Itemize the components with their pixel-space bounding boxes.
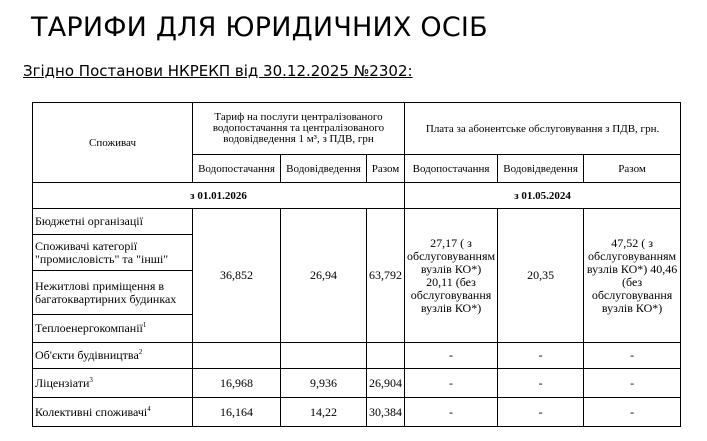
header-fee-water-supply: Водопостачання <box>405 155 498 183</box>
consumer-industrial: Споживачі категорії "промисловість" та "інші" <box>33 235 193 271</box>
consumer-construction-label: Об'єкти будівництва <box>35 348 139 362</box>
consumer-licensees <box>33 369 193 398</box>
consumer-heat-companies <box>33 315 193 343</box>
group-fee-water-supply: 27,17 ( з обслуговуванням вузлів КО*) 20,11 (без обслуговування вузлів КО*) <box>405 209 498 343</box>
group-fee-drainage: 20,35 <box>498 209 584 343</box>
consumer-construction <box>33 343 193 369</box>
header-drainage: Водовідведення <box>281 155 367 183</box>
header-tariff-group: Тариф на послуги централізованого водопостачання та централізованого водовідведення 1 м³, з ПДВ, грн <box>193 103 405 155</box>
collective-fee-drainage: - <box>498 398 584 427</box>
header-consumer: Споживач <box>33 103 193 183</box>
effective-date-fee: з 01.05.2024 <box>405 183 681 209</box>
header-fee-total: Разом <box>584 155 681 183</box>
construction-fee-water-supply: - <box>405 343 498 369</box>
licensees-drainage-rate: 9,936 <box>281 369 367 398</box>
consumer-collective-label: Колективні споживачі <box>35 404 148 419</box>
licensees-total-rate: 26,904 <box>367 369 405 398</box>
consumer-heat-label: Теплоенергокомпанії <box>35 321 143 335</box>
consumer-collective <box>33 398 193 427</box>
construction-fee-total: - <box>584 343 681 369</box>
licensees-water-supply-rate: 16,968 <box>193 369 281 398</box>
group-fee-total: 47,52 ( з обслуговуванням вузлів КО*) 40,46 (без обслуговування вузлів КО*) <box>584 209 681 343</box>
footnote-marker: 2 <box>138 348 143 356</box>
licensees-fee-total: - <box>584 369 681 398</box>
collective-drainage-rate: 14,22 <box>281 398 367 427</box>
footnote-marker: 1 <box>142 321 147 329</box>
header-total: Разом <box>367 155 405 183</box>
licensees-fee-drainage: - <box>498 369 584 398</box>
footnote-marker: 3 <box>89 375 93 384</box>
effective-date-tariff: з 01.01.2026 <box>33 183 405 209</box>
licensees-fee-water-supply: - <box>405 369 498 398</box>
header-fee-group: Плата за абонентське обслуговування з ПДВ, грн. <box>405 103 681 155</box>
consumer-licensees-label: Ліцензіати <box>35 375 90 390</box>
collective-fee-total: - <box>584 398 681 427</box>
group-water-supply-rate: 36,852 <box>193 209 281 343</box>
group-drainage-rate: 26,94 <box>281 209 367 343</box>
consumer-budget: Бюджетні організації <box>33 209 193 235</box>
header-water-supply: Водопостачання <box>193 155 281 183</box>
tariff-table <box>32 102 681 427</box>
group-total-rate: 63,792 <box>367 209 405 343</box>
empty-cell <box>281 343 367 369</box>
footnote-marker: 4 <box>147 404 151 413</box>
construction-fee-drainage: - <box>498 343 584 369</box>
empty-cell <box>367 343 405 369</box>
collective-water-supply-rate: 16,164 <box>193 398 281 427</box>
collective-fee-water-supply: - <box>405 398 498 427</box>
resolution-subtitle: Згідно Постанови НКРЕКП від 30.12.2025 №2302: <box>23 62 413 80</box>
page-title: ТАРИФИ ДЛЯ ЮРИДИЧНИХ ОСІБ <box>31 12 488 43</box>
consumer-nonresidential: Нежитлові приміщення в багатоквартирних будинках <box>33 271 193 315</box>
empty-cell <box>193 343 281 369</box>
header-fee-drainage: Водовідведення <box>498 155 584 183</box>
collective-total-rate: 30,384 <box>367 398 405 427</box>
